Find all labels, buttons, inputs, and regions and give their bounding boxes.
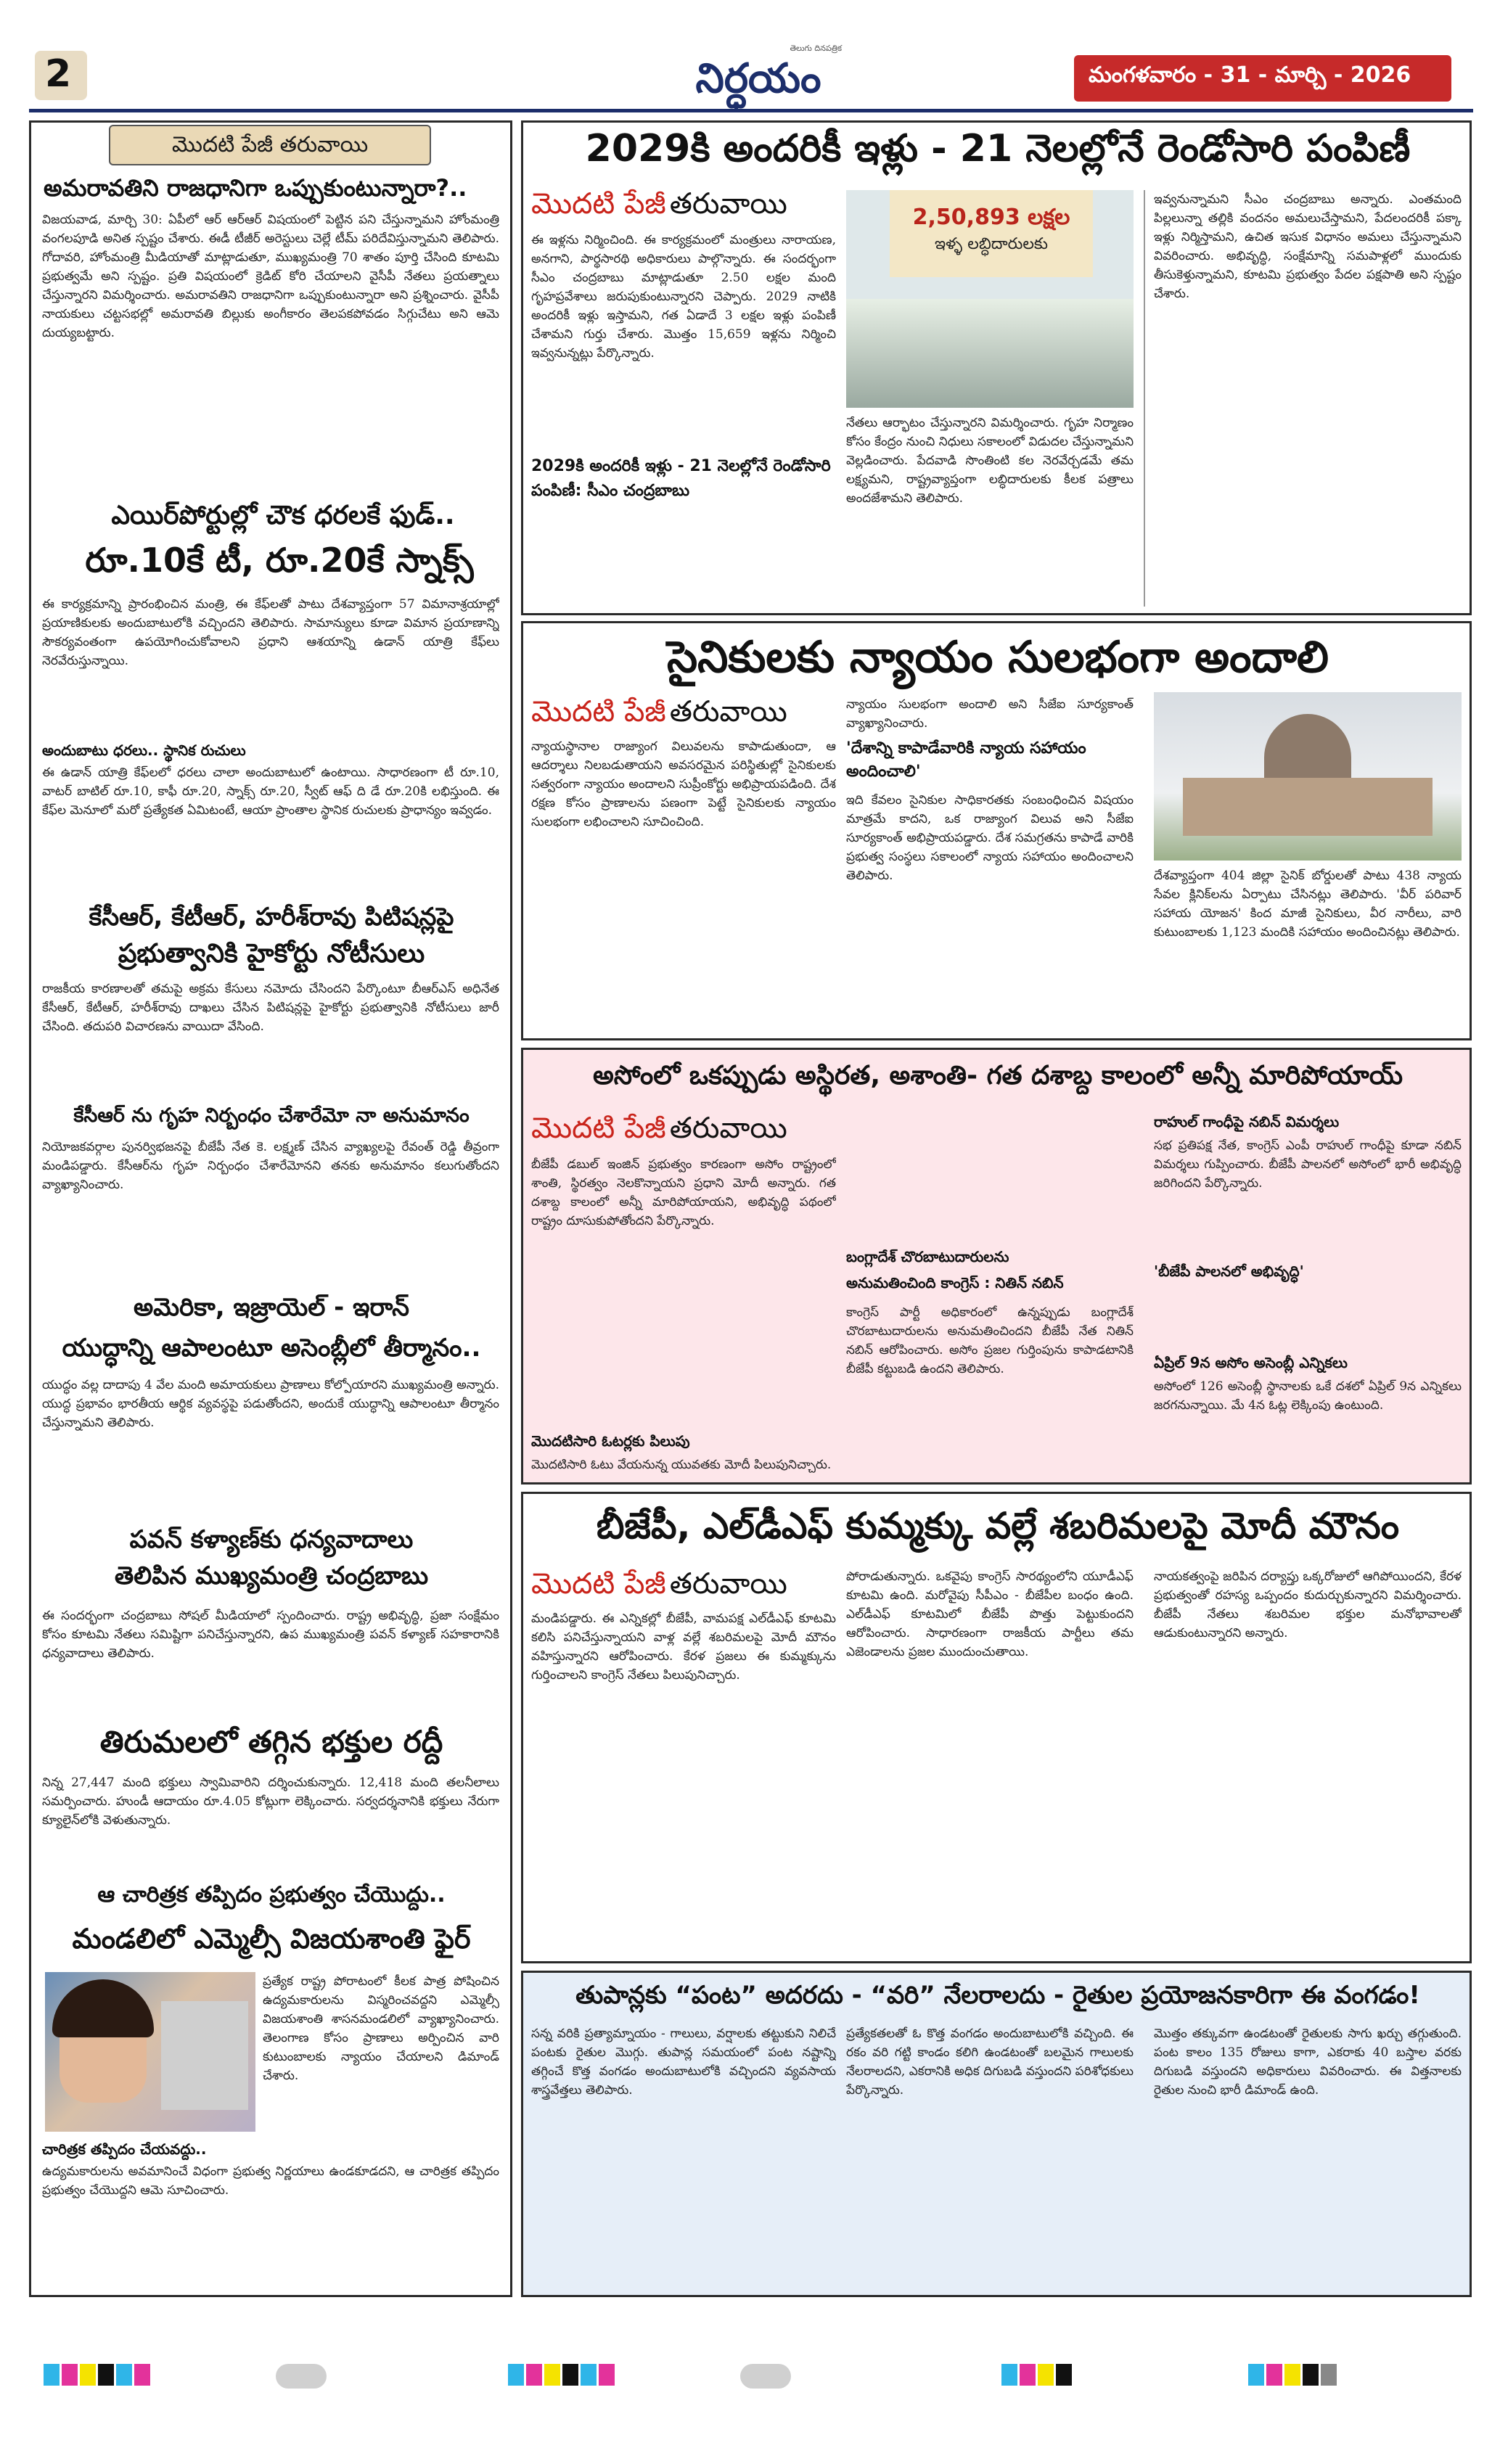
assam-sub6: ఏప్రిల్ 9న అసోం అసెంబ్లీ ఎన్నికలు xyxy=(1154,1354,1348,1371)
left-h8: యుద్ధాన్ని ఆపాలంటూ అసెంబ్లీలో తీర్మానం.. xyxy=(62,1334,481,1363)
left-h4: కేసీఆర్, కేటీఆర్, హరీశ్‌రావు పిటిషన్లపై xyxy=(89,903,454,932)
sainik-continued xyxy=(531,695,787,736)
header-rule xyxy=(29,109,1473,112)
assam-col1: బీజేపీ డబుల్ ఇంజిన్ ప్రభుత్వం కారణంగా అసోం రాష్ట్రంలో శాంతి, స్థిరత్వం నెలకొన్నాయని ప్రధాని మోదీ అన్నారు. గత దశాబ్ద కాలంలో అన్నీ మారిపోయాయని, అభివృద్ధి పథంలో రాష్ట్రం దూసుకుపోతోందని పేర్కొన్నారు. xyxy=(531,1157,836,1228)
farmers-col2: ప్రత్యేకతలతో ఓ కొత్త వంగడం అందుబాటులోకి వచ్చింది. ఈ రకం వరి గట్టి కాండం కలిగి ఉండటంతో బలమైన గాలులకు నేలరాలదని, ఎకరానికి అధిక దిగుబడి వస్తుందని పరిశోధకులు పేర్కొన్నారు. xyxy=(846,2026,1134,2098)
continued-black: తరువాయి xyxy=(669,1567,787,1601)
left-h7: అమెరికా, ఇజ్రాయెల్ - ఇరాన్ xyxy=(133,1293,410,1322)
assam-col3b: అసోంలో 126 అసెంబ్లీ స్థానాలకు ఒకే దశలో ఏప్రిల్ 9న ఎన్నికలు జరగనున్నాయి. మే 4న ఓట్ల లెక్కింపు ఉంటుంది. xyxy=(1154,1379,1462,1413)
left-p3: ఈ ఉడాన్ యాత్రి కేఫ్‌లలో ధరలు చాలా అందుబాటులో ఉంటాయి. సాధారణంగా టీ రూ.10, వాటర్ బాటిల్ రూ.10, కాఫీ రూ.20, స్నాక్స్ రూ.20, స్వీట్ ఆఫ్ ది డే రూ.20కి లభిస్తుంది. ఈ కేఫ్‌ల మెనూలో మరో ప్రత్యేకత ఏమిటంటే, ఆయా ప్రాంతాల స్థానిక రుచులకు ప్రాధాన్యం ఇవ్వడం. xyxy=(42,765,499,818)
continued-red: మొదటి పేజీ xyxy=(531,695,666,728)
top-story-col3: ఇవ్వనున్నామని సీఎం చంద్రబాబు అన్నారు. ఎంతమంది పిల్లలున్నా తల్లికి వందనం అమలుచేస్తామని, పేదలందరికీ పక్కా ఇళ్లు నిర్మిస్తామని, ఉచిత ఇసుక విధానం అమలు చేస్తున్నామని వివరించారు. అభివృద్ధి, సంక్షేమాన్ని సమపాళ్లలో ముందుకు తీసుకెళ్తున్నామని, కూటమి ప్రభుత్వం పేదల పక్షపాతి అని స్పష్టం చేశారు. xyxy=(1154,192,1462,301)
left-p7: ఈ సందర్భంగా చంద్రబాబు సోషల్ మీడియాలో స్పందించారు. రాష్ట్ర అభివృద్ధి, ప్రజా సంక్షేమం కోసం కూటమి నేతలు సమిష్టిగా పనిచేస్తున్నారని, ఉప ముఖ్యమంత్రి పవన్ కళ్యాణ్ సహకారానికి ధన్యవాదాలు తెలిపారు. xyxy=(42,1609,499,1661)
left-p4: రాజకీయ కారణాలతో తమపై అక్రమ కేసులు నమోదు చేసిందని పేర్కొంటూ బీఆర్ఎస్ అధినేత కేసీఆర్, కేటీఆర్, హరీశ్‌రావు దాఖలు చేసిన పిటిషన్లపై హైకోర్టు ప్రభుత్వానికి నోటీసులు జారీ చేసింది. తదుపరి విచారణను వాయిదా వేసింది. xyxy=(42,982,499,1034)
left-h2: ఎయిర్‌పోర్టుల్లో చౌక ధరలకే ఫుడ్.. xyxy=(111,501,455,530)
pill-2 xyxy=(740,2364,791,2391)
top-story-headline: 2029కి అందరికీ ఇళ్లు - 21 నెలల్లోనే రెండోసారి పంపిణీ xyxy=(585,127,1411,171)
sainik-col3: దేశవ్యాప్తంగా 404 జిల్లా సైనిక్ బోర్డులతో పాటు 438 న్యాయ సేవల క్లినిక్‌లను ఏర్పాటు చేసినట్లు తెలిపారు. 'వీర్ పరివార్ సహాయ యోజన' కింద మాజీ సైనికులు, వీర నారీలు, వారి కుటుంబాలకు 1,123 మందికి సహాయం అందించినట్లు తెలిపారు. xyxy=(1154,868,1462,940)
farmers-headline: తుపాన్లకు “పంట” అదరదు - “వరి” నేలరాలదు - రైతుల ప్రయోజనకారిగా ఈ వంగడం! xyxy=(575,1981,1420,2010)
sabarimala-headline: బీజేపీ, ఎల్‌డీఎఫ్ కుమ్మక్కు వల్లే శబరిమలపై మోదీ మౌనం xyxy=(596,1505,1400,1547)
continued-black: తరువాయి xyxy=(669,695,787,728)
left-h6: కేసీఆర్ ను గృహ నిర్బంధం చేశారేమో నా అనుమానం xyxy=(73,1104,470,1127)
banner-number: 2,50,893 లక్షల xyxy=(912,205,1070,230)
top-divider xyxy=(1144,190,1145,607)
top-story-col1: ఈ ఇళ్లను నిర్మించింది. ఈ కార్యక్రమంలో మంత్రులు నారాయణ, అనగాని, పార్థసారథి అధికారులు పాల్గొన్నారు. ఈ సందర్భంగా సీఎం చంద్రబాబు మాట్లాడుతూ 2.50 లక్షల మంది గృహప్రవేశాలు జరుపుకుంటున్నారని చెప్పారు. 2029 నాటికి అందరికీ ఇళ్లు ఇస్తామని, గత ఏడాదే 3 లక్షల ఇళ్లు పంపిణీ చేశామని గుర్తు చేశారు. మొత్తం 15,659 ఇళ్లను నిర్మించి ఇవ్వనున్నట్లు పేర్కొన్నారు. xyxy=(531,233,836,361)
farmers-col1: సన్న వరికి ప్రత్యామ్నాయం - గాలులు, వర్షాలకు తట్టుకుని నిలిచే పంటకు రైతుల మొగ్గు. తుపాన్ల సమయంలో పంట నష్టాన్ని తగ్గించే కొత్త వంగడం అందుబాటులోకి వచ్చిందని వ్యవసాయ శాస్త్రవేత్తలు తెలిపారు. xyxy=(531,2026,836,2098)
left-p6: యుద్ధం వల్ల దాదాపు 4 వేల మంది అమాయకులు ప్రాణాలు కోల్పోయారని ముఖ్యమంత్రి అన్నారు. యుద్ధ ప్రభావం భారతీయ ఆర్థిక వ్యవస్థపై పడుతోందని, అందుకే యుద్ధాన్ని ఆపాలంటూ తీర్మానం చేస్తున్నామని తెలిపారు. xyxy=(42,1378,499,1430)
continued-red: మొదటి పేజీ xyxy=(531,1112,666,1145)
page-number-text: 2 xyxy=(45,52,72,96)
left-section-tag-text: మొదటి పేజీ తరువాయి xyxy=(171,132,369,157)
left-h3: రూ.10కే టీ, రూ.20కే స్నాక్స్ xyxy=(85,541,474,580)
top-story-caption: 2029కి అందరికీ ఇళ్లు - 21 నెలల్లోనే రెండోసారి పంపిణీ: సీఎం చంద్రబాబు xyxy=(531,457,831,500)
dome xyxy=(1264,714,1351,779)
swatch-group-2 xyxy=(508,2364,617,2389)
color-registration-strip xyxy=(44,2364,1459,2393)
date-text: మంగళవారం - 31 - మార్చి - 2026 xyxy=(1089,62,1411,88)
masthead-title: నిర్ధయం xyxy=(695,54,821,102)
left-section-tag xyxy=(109,125,431,165)
portrait-hair xyxy=(52,1979,154,2037)
continued-red: మొదటి పేజీ xyxy=(531,187,666,221)
left-p2: ఈ కార్యక్రమాన్ని ప్రారంభించిన మంత్రి, ఈ కేఫ్‌లతో పాటు దేశవ్యాప్తంగా 57 విమానాశ్రయాల్లో ప్రయాణికులకు అందుబాటులోకి వచ్చిందని తెలిపారు. సామాన్యులు కూడా విమాన ప్రయాణాన్ని సౌకర్యవంతంగా ఉపయోగించుకోవాలని ప్రధాని ఆశయాన్ని ఉడాన్ యాత్రి కేఫ్‌లు నెరవేరుస్తున్నాయి. xyxy=(42,597,499,668)
swatch-group-4 xyxy=(1248,2364,1339,2389)
left-sub1: అందుబాటు ధరలు.. స్థానిక రుచులు xyxy=(42,742,246,759)
top-story-continued xyxy=(531,187,787,228)
left-h11: తిరుమలలో తగ్గిన భక్తుల రద్దీ xyxy=(99,1724,443,1759)
sabarimala-col1: మండిపడ్డారు. ఈ ఎన్నికల్లో బీజేపీ, వామపక్ష ఎల్‌డీఎఫ్ కూటమి కలిసి పనిచేస్తున్నాయని వాళ్ల వల్లే శబరిమలపై మోదీ మౌనం వహిస్తున్నారని ఆరోపించారు. కేరళ ప్రజలు ఈ కుమ్మక్కును గుర్తించాలని కాంగ్రెస్ నేతలు పిలుపునిచ్చారు. xyxy=(531,1611,836,1683)
left-h1: అమరావతిని రాజధానిగా ఒప్పుకుంటున్నారా?.. xyxy=(44,174,467,202)
sabarimala-col3: నాయకత్వంపై జరిపిన దర్యాప్తు ఒక్కరోజులో ఆగిపోయిందని, కేరళ ప్రభుత్వంతో రహస్య ఒప్పందం కుదుర్చుకున్నారని విమర్శించారు. బీజేపీ నేతలు శబరిమల భక్తుల మనోభావాలతో ఆడుకుంటున్నారని అన్నారు. xyxy=(1154,1569,1462,1640)
left-h5: ప్రభుత్వానికి హైకోర్టు నోటీసులు xyxy=(118,939,425,969)
left-p10: ఉద్యమకారులను అవమానించే విధంగా ప్రభుత్వ నిర్ణయాలు ఉండకూడదని, ఆ చారిత్రక తప్పిదం ప్రభుత్వం చేయొద్దని ఆమె సూచించారు. xyxy=(42,2164,499,2198)
assam-continued xyxy=(531,1112,787,1152)
vijayashanti-photo xyxy=(45,1972,255,2132)
assam-sub2: బంగ్లాదేశ్ చొరబాటుదారులను xyxy=(846,1248,1009,1265)
sainik-col2: ఇది కేవలం సైనికుల సాధికారతకు సంబంధించిన విషయం మాత్రమే కాదని, ఒక రాజ్యాంగ విలువ అని సీజేఐ సూర్యకాంత్ అభిప్రాయపడ్డారు. దేశ సమగ్రతను కాపాడే వారికి ప్రభుత్వ సంస్థలు సకాలంలో న్యాయ సహాయం అందించాలని తెలిపారు. xyxy=(846,793,1134,883)
sainik-col1: న్యాయస్థానాల రాజ్యాంగ విలువలను కాపాడుతుందా, ఆ ఆదర్శాలు నిలబడుతాయని అవసరమైన పరిస్థితుల్లో సైనికులకు సత్వరంగా న్యాయం అందాలని సుప్రీంకోర్టు అభిప్రాయపడింది. దేశ రక్షణ కోసం ప్రాణాలను పణంగా పెట్టే సైనికులకు న్యాయం సులభంగా లభించాలని సూచించింది. xyxy=(531,739,836,829)
left-p1: విజయవాడ, మార్చి 30: ఏపీలో ఆర్ ఆర్ఆర్ విషయంలో పెట్టిన పని చేస్తున్నామని హోంమంత్రి వంగలపూడి అనిత స్పష్టం చేశారు. ఈడీ టీజీర్ అరెస్టులు చెల్లే టీమ్ పరిదేవిస్తున్నామని తెలిపారు. గోదావరి, హోంమంత్రి మీడియాతో మాట్లాడుతూ, ముఖ్యమంత్రి 70 శాతం పూర్తి చేసింది కూటమి ప్రభుత్వమే అని స్పష్టం. ప్రతి విషయంలో క్రెడిట్ కోరి చేయాలని వైసీపీ నేతలు ప్రయత్నాలు చేస్తున్నారని విమర్శించారు. అమరావతిని రాజధానిగా ఒప్పుకుంటున్నారా అని ప్రశ్నించారు. వైసీపీ నాయకులు చట్టసభల్లో అమరావతి బిల్లుకు అంగీకారం తెలపకపోవడం సిగ్గుచేటు అని ఆమె దుయ్యబట్టారు. xyxy=(42,213,499,340)
swatch-group-1 xyxy=(44,2364,152,2389)
swatch-group-3 xyxy=(1001,2364,1074,2389)
assam-sub1: మొదటిసారి ఓటర్లకు పిలుపు xyxy=(531,1432,690,1450)
assam-sub4: రాహుల్ గాంధీపై నబిన్ విమర్శలు xyxy=(1154,1113,1340,1130)
assam-col2: కాంగ్రెస్ పార్టీ అధికారంలో ఉన్నప్పుడు బంగ్లాదేశ్ చొరబాటుదారులను అనుమతించిందని బీజేపీ నేత నితిన్ నబిన్ ఆరోపించారు. అసోం ప్రజల గుర్తింపును కాపాడటానికి బీజేపీ కట్టుబడి ఉందని తెలిపారు. xyxy=(846,1305,1134,1376)
farmers-col3: మొత్తం తక్కువగా ఉండటంతో రైతులకు సాగు ఖర్చు తగ్గుతుంది. పంట కాలం 135 రోజులు కాగా, ఎకరాకు 40 బస్తాల వరకు దిగుబడి వస్తుందని అధికారులు వివరించారు. ఈ విత్తనాలకు రైతుల నుంచి భారీ డిమాండ్ ఉంది. xyxy=(1154,2026,1462,2098)
left-h9: పవన్ కళ్యాణ్‌కు ధన్యవాదాలు xyxy=(129,1525,414,1554)
building-block xyxy=(161,2001,248,2110)
assam-col1b: మొదటిసారి ఓటు వేయనున్న యువతకు మోదీ పిలుపునిచ్చారు. xyxy=(531,1458,832,1472)
sainik-quote: న్యాయం సులభంగా అందాలి అని సీజేఐ సూర్యకాంత్ వ్యాఖ్యానించారు. xyxy=(846,697,1134,731)
sainik-headline: సైనికులకు న్యాయం సులభంగా అందాలి xyxy=(667,632,1329,683)
sabarimala-col2: పోరాడుతున్నారు. ఒకవైపు కాంగ్రెస్ సారథ్యంలోని యూడీఎఫ్ కూటమి ఉంది. మరోవైపు సీపీఎం - బీజేపీల బంధం ఉంది. ఎల్‌డీఎఫ్ కూటమిలో బీజేపీ పొత్తు పెట్టుకుందని ఆరోపించారు. సాధారణంగా రాజకీయ పార్టీలు తమ ఎజెండాలను ప్రజల ముందుంచుతాయి. xyxy=(846,1569,1134,1659)
left-p9: ప్రత్యేక రాష్ట్ర పోరాటంలో కీలక పాత్ర పోషించిన ఉద్యమకారులను విస్మరించవద్దని ఎమ్మెల్సీ విజయశాంతి శాసనమండలిలో వ్యాఖ్యానించారు. తెలంగాణ కోసం ప్రాణాలు అర్పించిన వారి కుటుంబాలకు న్యాయం చేయాలని డిమాండ్ చేశారు. xyxy=(263,1974,499,2083)
top-story-col2: నేతలు ఆర్భాటం చేస్తున్నారని విమర్శించారు. గృహ నిర్మాణం కోసం కేంద్రం నుంచి నిధులు సకాలంలో విడుదల చేస్తున్నామని వెల్లడించారు. పేదవాడి సొంతింటి కల నెరవేర్చడమే తమ లక్ష్యమని, రాష్ట్రవ్యాప్తంగా లబ్ధిదారులకు కీలక పత్రాలు అందజేశామని తెలిపారు. xyxy=(846,416,1134,506)
continued-black: తరువాయి xyxy=(669,187,787,221)
assam-sub3: అనుమతించింది కాంగ్రెస్ : నితిన్ నబిన్ xyxy=(846,1274,1064,1291)
left-p8: నిన్న 27,447 మంది భక్తులు స్వామివారిని దర్శించుకున్నారు. 12,418 మంది తలనీలాలు సమర్పించారు. హుండీ ఆదాయం రూ.4.05 కోట్లుగా లెక్కించారు. సర్వదర్శనానికి భక్తులు నేరుగా క్యూలైన్‌లోకి వెళుతున్నారు. xyxy=(42,1775,499,1828)
masthead-logo xyxy=(675,44,842,109)
continued-red: మొదటి పేజీ xyxy=(531,1567,666,1601)
building-body xyxy=(1183,778,1433,836)
left-h13: మండలిలో ఎమ్మెల్సీ విజయశాంతి ఫైర్ xyxy=(72,1923,471,1955)
left-sub2: చారిత్రక తప్పిదం చేయవద్దు.. xyxy=(42,2140,207,2158)
left-h10: తెలిపిన ముఖ్యమంత్రి చంద్రబాబు xyxy=(114,1561,429,1590)
assam-headline: అసోంలో ఒకప్పుడు అస్థిరత, అశాంతి- గత దశాబ్ద కాలంలో అన్నీ మారిపోయాయ్ xyxy=(592,1061,1403,1091)
stage-people xyxy=(846,299,1134,408)
assam-col3: సభ ప్రతిపక్ష నేత, కాంగ్రెస్ ఎంపీ రాహుల్ గాంధీపై కూడా నబిన్ విమర్శలు గుప్పించారు. బీజేపీ పాలనలో అసోంలో భారీ అభివృద్ధి జరిగిందని పేర్కొన్నారు. xyxy=(1154,1138,1462,1191)
continued-black: తరువాయి xyxy=(669,1112,787,1145)
assam-sub5: 'బీజేపీ పాలనలో అభివృద్ధి' xyxy=(1154,1262,1304,1280)
left-p5: నియోజకవర్గాల పునర్విభజనపై బీజేపీ నేత కె. లక్ష్మణ్ చేసిన వ్యాఖ్యలపై రేవంత్ రెడ్డి తీవ్రంగా మండిపడ్డారు. కేసీఆర్‌ను గృహ నిర్బంధం చేశారేమోనని తనకు అనుమానం కలుగుతోందని వ్యాఖ్యానించారు. xyxy=(42,1140,499,1192)
masthead-tagline: తెలుగు దినపత్రిక xyxy=(790,44,842,53)
pill-1 xyxy=(276,2364,327,2391)
banner-text: ఇళ్ళ లబ్ధిదారులకు xyxy=(934,235,1049,253)
sainik-sub: 'దేశాన్ని కాపాడేవారికి న్యాయ సహాయం అందించాలి' xyxy=(846,739,1086,781)
left-h12: ఆ చారిత్రక తప్పిదం ప్రభుత్వం చేయొద్దు.. xyxy=(97,1882,446,1907)
supreme-court-photo xyxy=(1154,692,1462,861)
sabarimala-continued xyxy=(531,1567,787,1608)
housing-event-photo xyxy=(846,190,1134,408)
